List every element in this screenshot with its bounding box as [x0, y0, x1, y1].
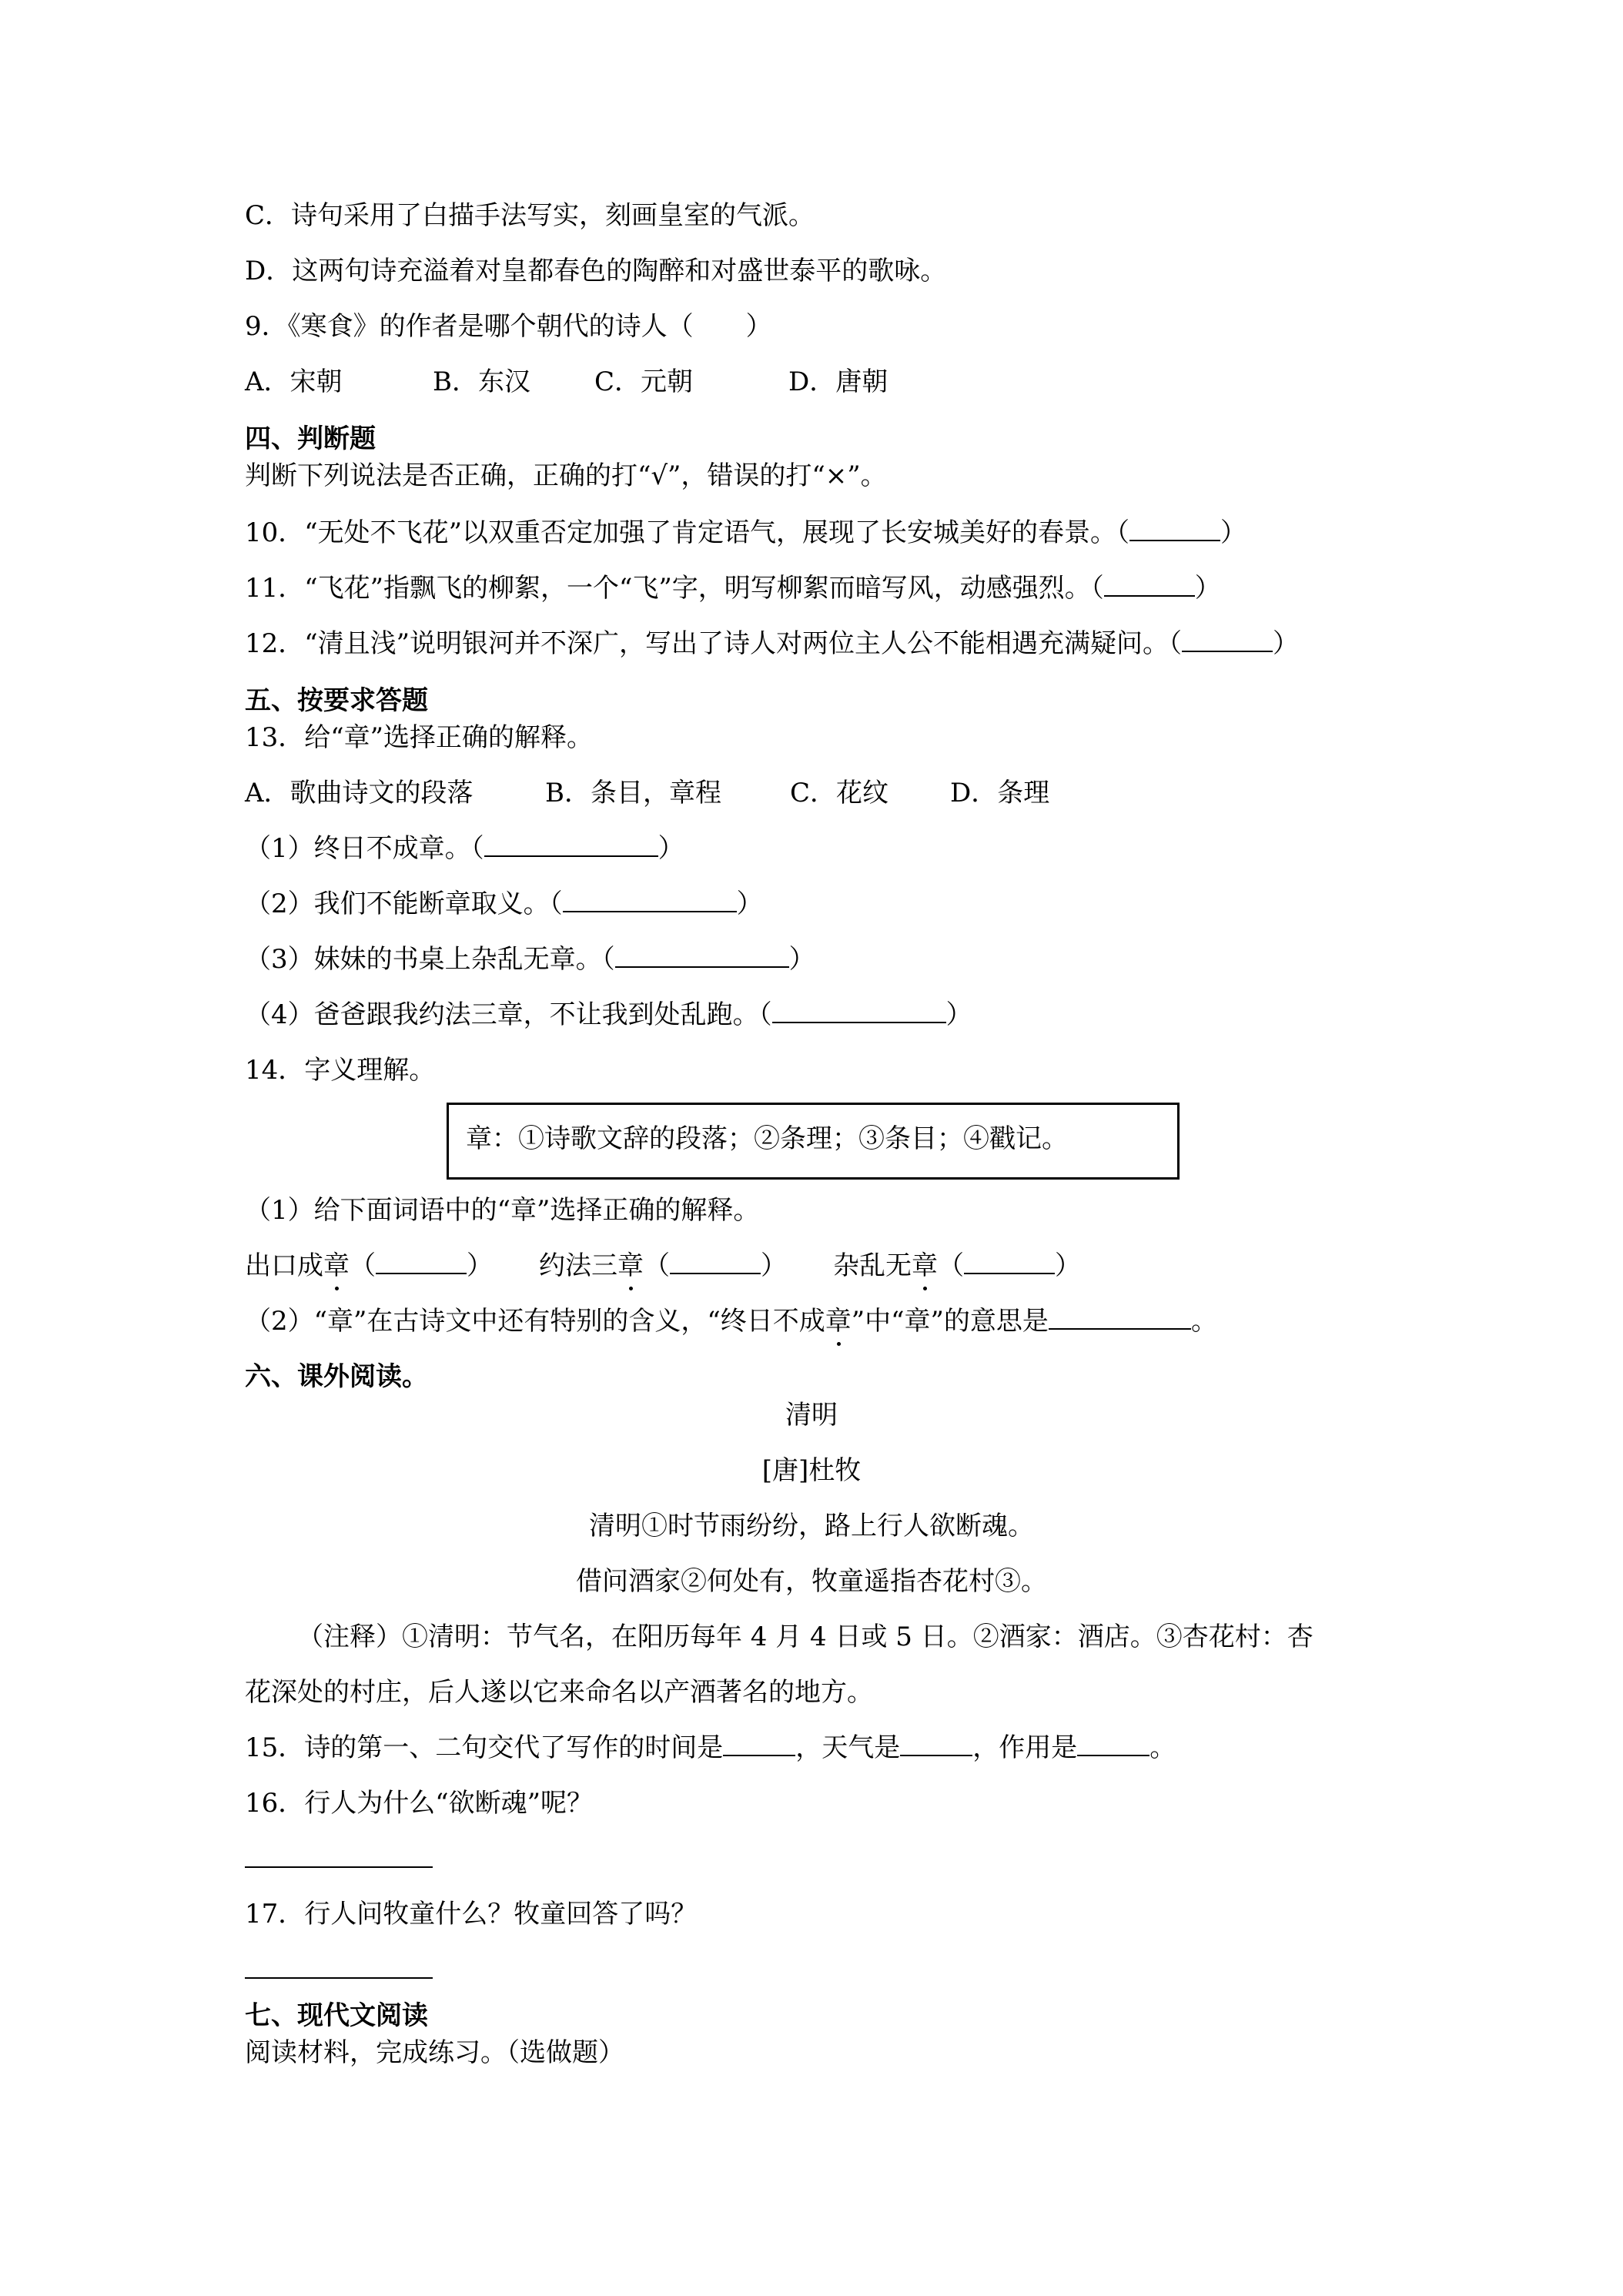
q13-option-a: A．歌曲诗文的段落: [245, 778, 474, 808]
q13-item-2: [245, 887, 763, 921]
question-13: 13．给“章”选择正确的解释。: [245, 722, 594, 753]
item-text: （2）我们不能断章取义。（: [245, 889, 563, 919]
question-11: [245, 571, 1221, 605]
option-c: C．诗句采用了白描手法写实，刻画皇室的气派。: [245, 200, 815, 231]
q9-option-d: D．唐朝: [788, 366, 888, 397]
item-text: （4）爸爸跟我约法三章，不让我到处乱跑。（: [245, 999, 772, 1030]
poem-notes-line-2: 花深处的村庄，后人遂以它来命名以产酒著名的地方。: [245, 1677, 873, 1708]
answer-blank[interactable]: [723, 1732, 795, 1756]
poem-line-2: 借问酒家②何处有，牧童遥指杏花村③。: [576, 1566, 1047, 1597]
question-10-text: 10．“无处不飞花”以双重否定加强了肯定语气，展现了长安城美好的春景。（: [245, 517, 1130, 548]
q15-text: 15．诗的第一、二句交代了写作的时间是: [245, 1732, 724, 1763]
question-13-options: [245, 776, 1049, 810]
q13-item-4: [245, 998, 972, 1032]
question-12: [245, 627, 1299, 661]
q14-2-text: （2）“章”在古诗文中还有特别的含义，“终日不成: [245, 1306, 825, 1337]
q9-option-c: C．元朝: [594, 366, 694, 397]
answer-blank[interactable]: [964, 1250, 1055, 1274]
answer-blank[interactable]: [1182, 628, 1273, 652]
period: 。: [1149, 1732, 1176, 1763]
paren-close: ）: [736, 889, 763, 919]
paren-close: ）: [1220, 517, 1247, 548]
answer-blank[interactable]: [484, 832, 658, 857]
paren-close: ）: [467, 1250, 493, 1281]
item-text: （3）妹妹的书桌上杂乱无章。（: [245, 944, 615, 975]
definition-text: 章：①诗歌文辞的段落；②条理；③条目；④戳记。: [466, 1123, 1068, 1154]
question-10: [245, 516, 1247, 550]
answer-blank[interactable]: [1049, 1305, 1191, 1330]
section-7-instruction: 阅读材料，完成练习。（选做题）: [245, 2037, 624, 2068]
q14-2-text-cont: ”中“章”的意思是: [851, 1306, 1049, 1337]
paren-close: ）: [1273, 628, 1300, 659]
section-5-title: 五、按要求答题: [245, 685, 428, 716]
option-d: D．这两句诗充溢着对皇都春色的陶醉和对盛世泰平的歌咏。: [245, 256, 947, 286]
q15-text: ，天气是: [795, 1732, 901, 1763]
question-15: [245, 1731, 1176, 1765]
question-14-1: （1）给下面词语中的“章”选择正确的解释。: [245, 1195, 760, 1226]
definition-box: [447, 1103, 1180, 1180]
q9-option-b: B．东汉: [433, 366, 530, 397]
period: 。: [1190, 1306, 1217, 1337]
word-2: 约法三: [539, 1250, 617, 1281]
q13-option-b: B．条目，章程: [545, 778, 721, 808]
poem-notes-line-1: （注释）①清明：节气名，在阳历每年 4 月 4 日或 5 日。②酒家：酒店。③杏花村：杏: [297, 1622, 1313, 1652]
section-6-title: 六、课外阅读。: [245, 1361, 428, 1392]
poem-line-1: 清明①时节雨纷纷，路上行人欲断魂。: [589, 1511, 1034, 1541]
paren-open: （: [644, 1250, 670, 1281]
answer-blank[interactable]: [615, 943, 789, 968]
answer-line-17[interactable]: [245, 1977, 433, 1979]
answer-blank[interactable]: [376, 1250, 467, 1274]
answer-blank[interactable]: [772, 999, 946, 1023]
section-4-instruction: 判断下列说法是否正确，正确的打“√”，错误的打“×”。: [245, 460, 887, 491]
question-14-2: [245, 1304, 1217, 1338]
poem-title: 清明: [785, 1400, 838, 1431]
paren-open: （: [938, 1250, 964, 1281]
q15-text: ，作用是: [972, 1732, 1078, 1763]
answer-blank[interactable]: [1077, 1732, 1149, 1756]
emphasis-char: 章: [825, 1306, 852, 1337]
word-3: 杂乱无: [833, 1250, 912, 1281]
question-12-text: 12．“清且浅”说明银河并不深广，写出了诗人对两位主人公不能相遇充满疑问。（: [245, 628, 1183, 659]
word-1: 出口成: [245, 1250, 323, 1281]
paren-close: ）: [761, 1250, 787, 1281]
answer-blank[interactable]: [1129, 517, 1220, 541]
q13-item-3: [245, 942, 815, 976]
question-14: 14．字义理解。: [245, 1055, 436, 1086]
answer-line-16[interactable]: [245, 1866, 433, 1868]
question-17: 17．行人问牧童什么？牧童回答了吗？: [245, 1899, 698, 1930]
q13-option-d: D．条理: [950, 778, 1050, 808]
answer-blank[interactable]: [563, 888, 737, 912]
paren-close: ）: [1055, 1250, 1081, 1281]
question-11-text: 11．“飞花”指飘飞的柳絮，一个“飞”字，明写柳絮而暗写风，动感强烈。（: [245, 573, 1104, 604]
question-9-options: [245, 365, 888, 399]
question-9: 9．《寒食》的作者是哪个朝代的诗人（ ）: [245, 311, 772, 342]
question-16: 16．行人为什么“欲断魂”呢？: [245, 1788, 594, 1819]
q13-item-1: [245, 832, 684, 865]
paren-close: ）: [788, 944, 815, 975]
section-7-title: 七、现代文阅读: [245, 2000, 428, 2031]
paren-open: （: [350, 1250, 376, 1281]
answer-blank[interactable]: [670, 1250, 761, 1274]
paren-close: ）: [945, 999, 972, 1030]
section-4-title: 四、判断题: [245, 423, 376, 454]
item-text: （1）终日不成章。（: [245, 833, 484, 864]
paren-close: ）: [1194, 573, 1221, 604]
paren-close: ）: [658, 833, 684, 864]
answer-blank[interactable]: [1104, 572, 1195, 597]
emphasis-char: 章: [323, 1250, 350, 1281]
question-14-words: [245, 1249, 1081, 1283]
q9-option-a: A．宋朝: [245, 366, 343, 397]
emphasis-char: 章: [617, 1250, 644, 1281]
q13-option-c: C．花纹: [790, 778, 889, 808]
answer-blank[interactable]: [900, 1732, 972, 1756]
poem-author: [唐]杜牧: [761, 1455, 862, 1486]
emphasis-char: 章: [912, 1250, 938, 1281]
